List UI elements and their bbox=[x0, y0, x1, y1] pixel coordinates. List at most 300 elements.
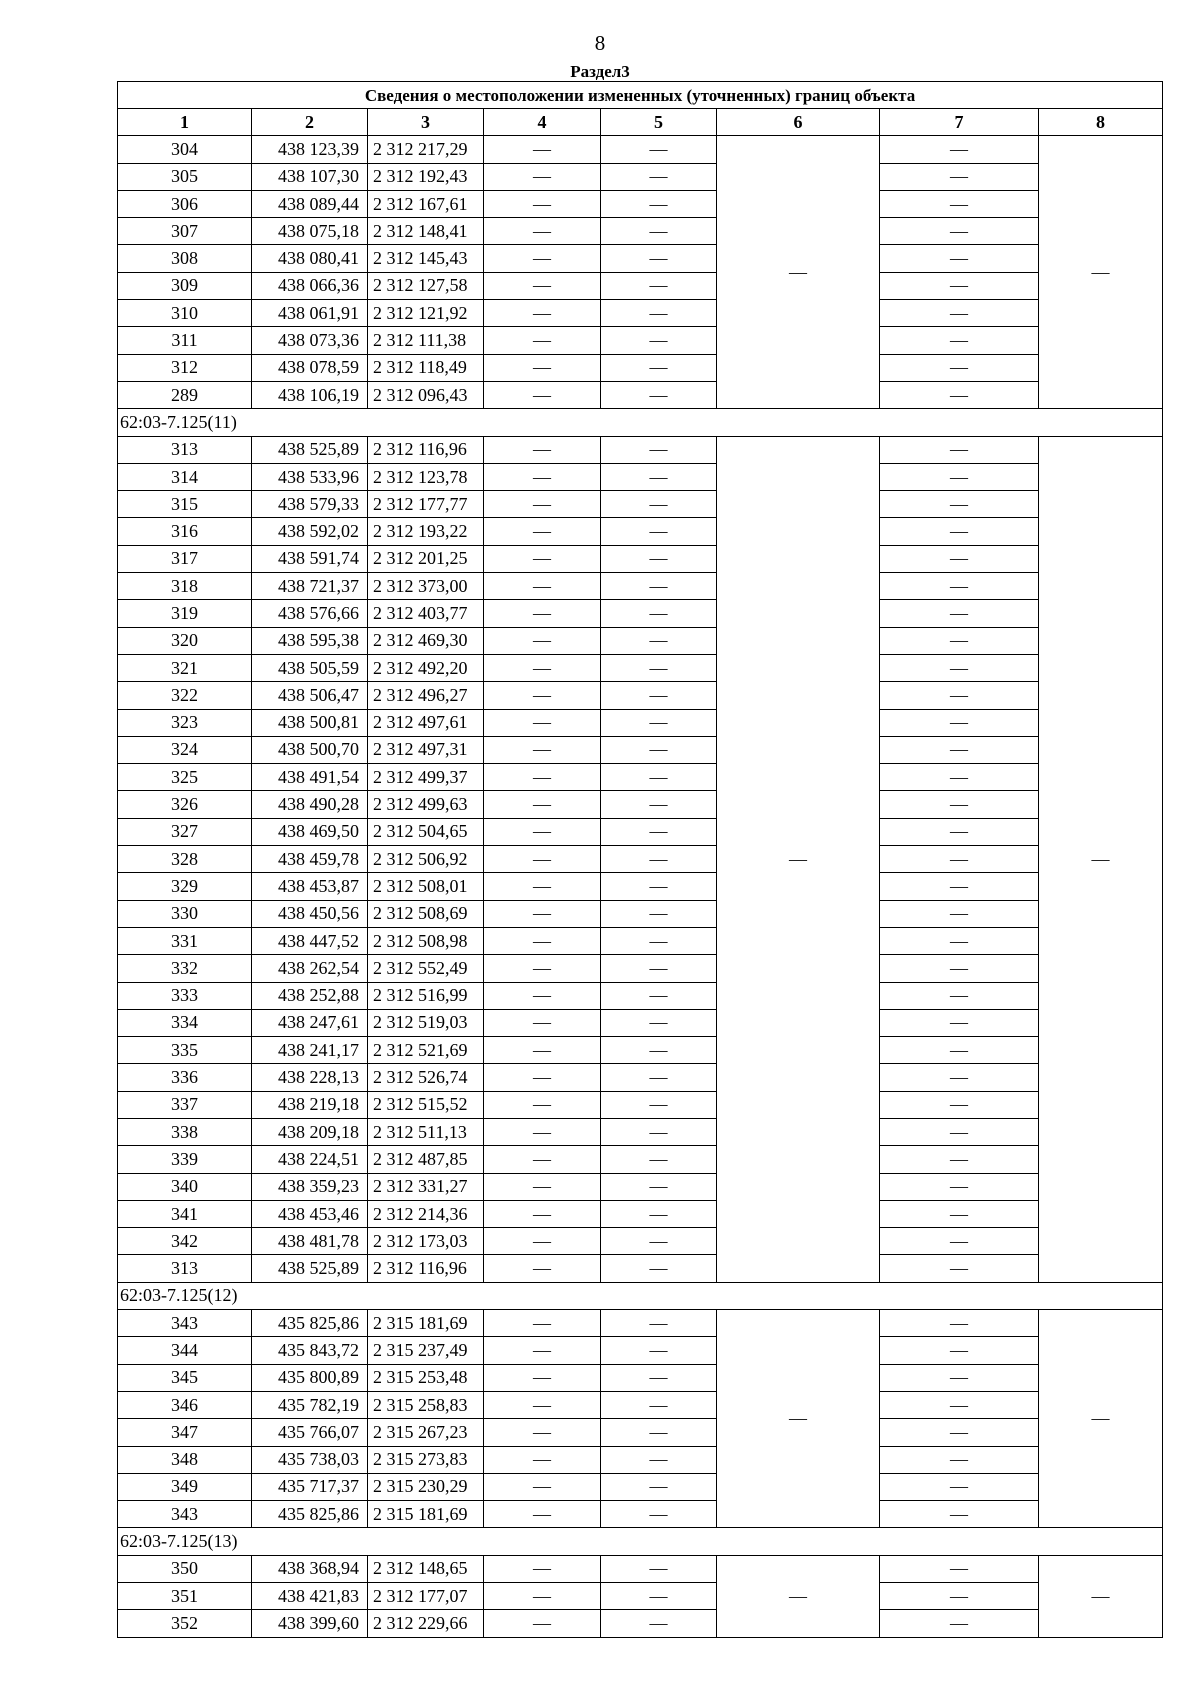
x-coordinate-cell: 438 721,37 bbox=[252, 573, 368, 600]
y-coordinate-cell: 2 312 145,43 bbox=[368, 245, 484, 272]
column-5-cell: — bbox=[601, 1118, 717, 1145]
column-7-cell: — bbox=[880, 163, 1039, 190]
table-row bbox=[118, 818, 1163, 845]
column-5-cell: — bbox=[601, 1064, 717, 1091]
column-header-5: 5 bbox=[601, 109, 717, 136]
y-coordinate-cell: 2 312 508,98 bbox=[368, 927, 484, 954]
x-coordinate-cell: 438 595,38 bbox=[252, 627, 368, 654]
column-7-cell: — bbox=[880, 955, 1039, 982]
column-7-cell: — bbox=[880, 573, 1039, 600]
table-row bbox=[118, 764, 1163, 791]
x-coordinate-cell: 438 252,88 bbox=[252, 982, 368, 1009]
column-7-cell: — bbox=[880, 709, 1039, 736]
point-number-cell: 308 bbox=[118, 245, 252, 272]
point-number-cell: 320 bbox=[118, 627, 252, 654]
table-row bbox=[118, 1037, 1163, 1064]
x-coordinate-cell: 435 766,07 bbox=[252, 1419, 368, 1446]
x-coordinate-cell: 438 224,51 bbox=[252, 1146, 368, 1173]
column-6-merged-cell: — bbox=[717, 1310, 880, 1528]
table-row bbox=[118, 1446, 1163, 1473]
column-8-merged-cell: — bbox=[1039, 136, 1163, 409]
point-number-cell: 305 bbox=[118, 163, 252, 190]
table-row bbox=[118, 1473, 1163, 1500]
x-coordinate-cell: 438 447,52 bbox=[252, 927, 368, 954]
point-number-cell: 349 bbox=[118, 1473, 252, 1500]
column-4-cell: — bbox=[484, 463, 601, 490]
column-7-cell: — bbox=[880, 736, 1039, 763]
x-coordinate-cell: 435 825,86 bbox=[252, 1310, 368, 1337]
group-label: 62:03-7.125(11) bbox=[118, 409, 1163, 436]
y-coordinate-cell: 2 312 487,85 bbox=[368, 1146, 484, 1173]
column-4-cell: — bbox=[484, 1255, 601, 1282]
column-5-cell: — bbox=[601, 463, 717, 490]
x-coordinate-cell: 438 453,87 bbox=[252, 873, 368, 900]
x-coordinate-cell: 438 469,50 bbox=[252, 818, 368, 845]
table-row bbox=[118, 982, 1163, 1009]
column-4-cell: — bbox=[484, 846, 601, 873]
column-4-cell: — bbox=[484, 245, 601, 272]
column-5-cell: — bbox=[601, 982, 717, 1009]
column-4-cell: — bbox=[484, 1310, 601, 1337]
x-coordinate-cell: 435 800,89 bbox=[252, 1364, 368, 1391]
x-coordinate-cell: 438 506,47 bbox=[252, 682, 368, 709]
column-4-cell: — bbox=[484, 1037, 601, 1064]
x-coordinate-cell: 438 453,46 bbox=[252, 1200, 368, 1227]
column-5-cell: — bbox=[601, 272, 717, 299]
column-4-cell: — bbox=[484, 900, 601, 927]
column-4-cell: — bbox=[484, 1091, 601, 1118]
column-4-cell: — bbox=[484, 1200, 601, 1227]
column-7-cell: — bbox=[880, 354, 1039, 381]
column-4-cell: — bbox=[484, 627, 601, 654]
column-7-cell: — bbox=[880, 764, 1039, 791]
column-4-cell: — bbox=[484, 190, 601, 217]
x-coordinate-cell: 438 241,17 bbox=[252, 1037, 368, 1064]
table-row bbox=[118, 1610, 1163, 1637]
table-row bbox=[118, 518, 1163, 545]
y-coordinate-cell: 2 312 167,61 bbox=[368, 190, 484, 217]
y-coordinate-cell: 2 312 229,66 bbox=[368, 1610, 484, 1637]
y-coordinate-cell: 2 315 258,83 bbox=[368, 1391, 484, 1418]
y-coordinate-cell: 2 312 469,30 bbox=[368, 627, 484, 654]
column-7-cell: — bbox=[880, 1473, 1039, 1500]
x-coordinate-cell: 438 421,83 bbox=[252, 1583, 368, 1610]
y-coordinate-cell: 2 312 173,03 bbox=[368, 1228, 484, 1255]
y-coordinate-cell: 2 312 217,29 bbox=[368, 136, 484, 163]
column-7-cell: — bbox=[880, 218, 1039, 245]
column-5-cell: — bbox=[601, 436, 717, 463]
y-coordinate-cell: 2 312 193,22 bbox=[368, 518, 484, 545]
table-row bbox=[118, 927, 1163, 954]
column-5-cell: — bbox=[601, 1200, 717, 1227]
column-4-cell: — bbox=[484, 1173, 601, 1200]
point-number-cell: 335 bbox=[118, 1037, 252, 1064]
x-coordinate-cell: 438 078,59 bbox=[252, 354, 368, 381]
point-number-cell: 307 bbox=[118, 218, 252, 245]
column-5-cell: — bbox=[601, 354, 717, 381]
point-number-cell: 327 bbox=[118, 818, 252, 845]
y-coordinate-cell: 2 312 497,61 bbox=[368, 709, 484, 736]
table-row bbox=[118, 1583, 1163, 1610]
point-number-cell: 328 bbox=[118, 846, 252, 873]
x-coordinate-cell: 438 399,60 bbox=[252, 1610, 368, 1637]
column-8-merged-cell: — bbox=[1039, 1555, 1163, 1637]
column-4-cell: — bbox=[484, 354, 601, 381]
column-7-cell: — bbox=[880, 873, 1039, 900]
column-5-cell: — bbox=[601, 1391, 717, 1418]
column-4-cell: — bbox=[484, 1009, 601, 1036]
column-5-cell: — bbox=[601, 791, 717, 818]
column-7-cell: — bbox=[880, 1009, 1039, 1036]
table-row bbox=[118, 190, 1163, 217]
column-7-cell: — bbox=[880, 136, 1039, 163]
table-header-row bbox=[118, 109, 1163, 136]
table-row bbox=[118, 327, 1163, 354]
table-row bbox=[118, 1146, 1163, 1173]
table-row bbox=[118, 1337, 1163, 1364]
table-row bbox=[118, 245, 1163, 272]
column-7-cell: — bbox=[880, 846, 1039, 873]
column-7-cell: — bbox=[880, 327, 1039, 354]
column-7-cell: — bbox=[880, 1037, 1039, 1064]
column-4-cell: — bbox=[484, 736, 601, 763]
column-7-cell: — bbox=[880, 1446, 1039, 1473]
point-number-cell: 289 bbox=[118, 381, 252, 408]
point-number-cell: 330 bbox=[118, 900, 252, 927]
column-4-cell: — bbox=[484, 381, 601, 408]
y-coordinate-cell: 2 312 516,99 bbox=[368, 982, 484, 1009]
table-row bbox=[118, 736, 1163, 763]
x-coordinate-cell: 438 080,41 bbox=[252, 245, 368, 272]
point-number-cell: 343 bbox=[118, 1501, 252, 1528]
y-coordinate-cell: 2 312 214,36 bbox=[368, 1200, 484, 1227]
x-coordinate-cell: 438 107,30 bbox=[252, 163, 368, 190]
table-row bbox=[118, 136, 1163, 163]
point-number-cell: 317 bbox=[118, 545, 252, 572]
x-coordinate-cell: 435 738,03 bbox=[252, 1446, 368, 1473]
column-4-cell: — bbox=[484, 1337, 601, 1364]
table-row bbox=[118, 1255, 1163, 1282]
column-header-4: 4 bbox=[484, 109, 601, 136]
x-coordinate-cell: 438 490,28 bbox=[252, 791, 368, 818]
column-5-cell: — bbox=[601, 1446, 717, 1473]
x-coordinate-cell: 438 533,96 bbox=[252, 463, 368, 490]
y-coordinate-cell: 2 312 497,31 bbox=[368, 736, 484, 763]
column-7-cell: — bbox=[880, 654, 1039, 681]
y-coordinate-cell: 2 315 181,69 bbox=[368, 1501, 484, 1528]
x-coordinate-cell: 438 450,56 bbox=[252, 900, 368, 927]
point-number-cell: 318 bbox=[118, 573, 252, 600]
column-7-cell: — bbox=[880, 1337, 1039, 1364]
column-4-cell: — bbox=[484, 955, 601, 982]
table-row bbox=[118, 627, 1163, 654]
column-5-cell: — bbox=[601, 218, 717, 245]
x-coordinate-cell: 438 576,66 bbox=[252, 600, 368, 627]
point-number-cell: 348 bbox=[118, 1446, 252, 1473]
column-7-cell: — bbox=[880, 600, 1039, 627]
table-row bbox=[118, 272, 1163, 299]
column-5-cell: — bbox=[601, 955, 717, 982]
point-number-cell: 344 bbox=[118, 1337, 252, 1364]
column-4-cell: — bbox=[484, 1446, 601, 1473]
y-coordinate-cell: 2 312 496,27 bbox=[368, 682, 484, 709]
column-5-cell: — bbox=[601, 573, 717, 600]
y-coordinate-cell: 2 312 331,27 bbox=[368, 1173, 484, 1200]
table-row bbox=[118, 491, 1163, 518]
y-coordinate-cell: 2 312 192,43 bbox=[368, 163, 484, 190]
table-row bbox=[118, 1009, 1163, 1036]
column-7-cell: — bbox=[880, 491, 1039, 518]
column-8-merged-cell: — bbox=[1039, 1310, 1163, 1528]
x-coordinate-cell: 438 219,18 bbox=[252, 1091, 368, 1118]
column-header-8: 8 bbox=[1039, 109, 1163, 136]
table-row bbox=[118, 955, 1163, 982]
column-4-cell: — bbox=[484, 1118, 601, 1145]
column-header-6: 6 bbox=[717, 109, 880, 136]
point-number-cell: 334 bbox=[118, 1009, 252, 1036]
column-4-cell: — bbox=[484, 654, 601, 681]
x-coordinate-cell: 438 247,61 bbox=[252, 1009, 368, 1036]
y-coordinate-cell: 2 312 508,01 bbox=[368, 873, 484, 900]
column-4-cell: — bbox=[484, 1473, 601, 1500]
column-4-cell: — bbox=[484, 518, 601, 545]
column-4-cell: — bbox=[484, 300, 601, 327]
column-7-cell: — bbox=[880, 1310, 1039, 1337]
x-coordinate-cell: 438 525,89 bbox=[252, 1255, 368, 1282]
column-4-cell: — bbox=[484, 1228, 601, 1255]
table-row bbox=[118, 573, 1163, 600]
y-coordinate-cell: 2 312 118,49 bbox=[368, 354, 484, 381]
column-7-cell: — bbox=[880, 1200, 1039, 1227]
column-header-1: 1 bbox=[118, 109, 252, 136]
table-row bbox=[118, 1555, 1163, 1582]
y-coordinate-cell: 2 312 552,49 bbox=[368, 955, 484, 982]
column-4-cell: — bbox=[484, 1146, 601, 1173]
point-number-cell: 352 bbox=[118, 1610, 252, 1637]
group-label: 62:03-7.125(12) bbox=[118, 1282, 1163, 1309]
x-coordinate-cell: 438 491,54 bbox=[252, 764, 368, 791]
point-number-cell: 311 bbox=[118, 327, 252, 354]
table-caption: Сведения о местоположении измененных (уточненных) границ объекта bbox=[118, 82, 1163, 109]
column-4-cell: — bbox=[484, 272, 601, 299]
table-row bbox=[118, 463, 1163, 490]
table-row bbox=[118, 1501, 1163, 1528]
column-4-cell: — bbox=[484, 218, 601, 245]
x-coordinate-cell: 435 782,19 bbox=[252, 1391, 368, 1418]
point-number-cell: 315 bbox=[118, 491, 252, 518]
x-coordinate-cell: 438 209,18 bbox=[252, 1118, 368, 1145]
column-7-cell: — bbox=[880, 190, 1039, 217]
point-number-cell: 340 bbox=[118, 1173, 252, 1200]
y-coordinate-cell: 2 312 096,43 bbox=[368, 381, 484, 408]
column-5-cell: — bbox=[601, 736, 717, 763]
column-5-cell: — bbox=[601, 627, 717, 654]
column-4-cell: — bbox=[484, 1064, 601, 1091]
column-5-cell: — bbox=[601, 1419, 717, 1446]
column-7-cell: — bbox=[880, 1391, 1039, 1418]
group-header-row bbox=[118, 1282, 1163, 1309]
y-coordinate-cell: 2 315 267,23 bbox=[368, 1419, 484, 1446]
point-number-cell: 338 bbox=[118, 1118, 252, 1145]
column-4-cell: — bbox=[484, 1364, 601, 1391]
y-coordinate-cell: 2 312 506,92 bbox=[368, 846, 484, 873]
y-coordinate-cell: 2 312 148,41 bbox=[368, 218, 484, 245]
column-4-cell: — bbox=[484, 1501, 601, 1528]
x-coordinate-cell: 435 843,72 bbox=[252, 1337, 368, 1364]
column-4-cell: — bbox=[484, 1419, 601, 1446]
column-7-cell: — bbox=[880, 1146, 1039, 1173]
column-7-cell: — bbox=[880, 381, 1039, 408]
x-coordinate-cell: 438 106,19 bbox=[252, 381, 368, 408]
column-7-cell: — bbox=[880, 1610, 1039, 1637]
y-coordinate-cell: 2 312 127,58 bbox=[368, 272, 484, 299]
y-coordinate-cell: 2 312 492,20 bbox=[368, 654, 484, 681]
point-number-cell: 337 bbox=[118, 1091, 252, 1118]
x-coordinate-cell: 438 481,78 bbox=[252, 1228, 368, 1255]
column-5-cell: — bbox=[601, 1310, 717, 1337]
column-5-cell: — bbox=[601, 1255, 717, 1282]
column-6-merged-cell: — bbox=[717, 136, 880, 409]
x-coordinate-cell: 438 525,89 bbox=[252, 436, 368, 463]
column-5-cell: — bbox=[601, 818, 717, 845]
table-row bbox=[118, 846, 1163, 873]
point-number-cell: 346 bbox=[118, 1391, 252, 1418]
point-number-cell: 336 bbox=[118, 1064, 252, 1091]
column-5-cell: — bbox=[601, 654, 717, 681]
table-row bbox=[118, 436, 1163, 463]
table-row bbox=[118, 218, 1163, 245]
table-row bbox=[118, 300, 1163, 327]
x-coordinate-cell: 438 228,13 bbox=[252, 1064, 368, 1091]
point-number-cell: 312 bbox=[118, 354, 252, 381]
table-caption-row bbox=[118, 82, 1163, 109]
column-5-cell: — bbox=[601, 1473, 717, 1500]
x-coordinate-cell: 438 066,36 bbox=[252, 272, 368, 299]
column-5-cell: — bbox=[601, 136, 717, 163]
table-row bbox=[118, 791, 1163, 818]
column-7-cell: — bbox=[880, 1173, 1039, 1200]
column-4-cell: — bbox=[484, 1391, 601, 1418]
y-coordinate-cell: 2 312 403,77 bbox=[368, 600, 484, 627]
column-5-cell: — bbox=[601, 846, 717, 873]
x-coordinate-cell: 438 368,94 bbox=[252, 1555, 368, 1582]
table-row bbox=[118, 900, 1163, 927]
column-5-cell: — bbox=[601, 1583, 717, 1610]
column-4-cell: — bbox=[484, 136, 601, 163]
column-7-cell: — bbox=[880, 1064, 1039, 1091]
column-5-cell: — bbox=[601, 873, 717, 900]
x-coordinate-cell: 438 089,44 bbox=[252, 190, 368, 217]
point-number-cell: 306 bbox=[118, 190, 252, 217]
column-5-cell: — bbox=[601, 1364, 717, 1391]
x-coordinate-cell: 438 123,39 bbox=[252, 136, 368, 163]
group-header-row bbox=[118, 409, 1163, 436]
column-header-3: 3 bbox=[368, 109, 484, 136]
column-5-cell: — bbox=[601, 1337, 717, 1364]
x-coordinate-cell: 438 459,78 bbox=[252, 846, 368, 873]
y-coordinate-cell: 2 312 111,38 bbox=[368, 327, 484, 354]
point-number-cell: 319 bbox=[118, 600, 252, 627]
x-coordinate-cell: 438 262,54 bbox=[252, 955, 368, 982]
x-coordinate-cell: 438 073,36 bbox=[252, 327, 368, 354]
table-row bbox=[118, 1091, 1163, 1118]
point-number-cell: 321 bbox=[118, 654, 252, 681]
y-coordinate-cell: 2 312 504,65 bbox=[368, 818, 484, 845]
point-number-cell: 342 bbox=[118, 1228, 252, 1255]
y-coordinate-cell: 2 312 373,00 bbox=[368, 573, 484, 600]
column-8-merged-cell: — bbox=[1039, 436, 1163, 1282]
y-coordinate-cell: 2 312 148,65 bbox=[368, 1555, 484, 1582]
column-7-cell: — bbox=[880, 927, 1039, 954]
group-label: 62:03-7.125(13) bbox=[118, 1528, 1163, 1555]
table-row bbox=[118, 163, 1163, 190]
table-row bbox=[118, 381, 1163, 408]
x-coordinate-cell: 438 591,74 bbox=[252, 545, 368, 572]
column-4-cell: — bbox=[484, 573, 601, 600]
column-4-cell: — bbox=[484, 818, 601, 845]
y-coordinate-cell: 2 312 521,69 bbox=[368, 1037, 484, 1064]
coordinates-table bbox=[117, 81, 1163, 1638]
column-5-cell: — bbox=[601, 491, 717, 518]
column-7-cell: — bbox=[880, 245, 1039, 272]
column-5-cell: — bbox=[601, 682, 717, 709]
column-6-merged-cell: — bbox=[717, 1555, 880, 1637]
point-number-cell: 341 bbox=[118, 1200, 252, 1227]
y-coordinate-cell: 2 312 499,63 bbox=[368, 791, 484, 818]
table-row bbox=[118, 1064, 1163, 1091]
column-7-cell: — bbox=[880, 1118, 1039, 1145]
x-coordinate-cell: 438 075,18 bbox=[252, 218, 368, 245]
y-coordinate-cell: 2 315 273,83 bbox=[368, 1446, 484, 1473]
column-4-cell: — bbox=[484, 873, 601, 900]
y-coordinate-cell: 2 312 116,96 bbox=[368, 436, 484, 463]
point-number-cell: 345 bbox=[118, 1364, 252, 1391]
column-7-cell: — bbox=[880, 682, 1039, 709]
column-4-cell: — bbox=[484, 791, 601, 818]
column-7-cell: — bbox=[880, 900, 1039, 927]
point-number-cell: 325 bbox=[118, 764, 252, 791]
column-7-cell: — bbox=[880, 300, 1039, 327]
table-row bbox=[118, 1391, 1163, 1418]
column-7-cell: — bbox=[880, 463, 1039, 490]
column-4-cell: — bbox=[484, 327, 601, 354]
column-5-cell: — bbox=[601, 1173, 717, 1200]
y-coordinate-cell: 2 312 201,25 bbox=[368, 545, 484, 572]
x-coordinate-cell: 438 505,59 bbox=[252, 654, 368, 681]
point-number-cell: 323 bbox=[118, 709, 252, 736]
point-number-cell: 322 bbox=[118, 682, 252, 709]
table-row bbox=[118, 1310, 1163, 1337]
column-4-cell: — bbox=[484, 764, 601, 791]
y-coordinate-cell: 2 315 181,69 bbox=[368, 1310, 484, 1337]
point-number-cell: 332 bbox=[118, 955, 252, 982]
column-4-cell: — bbox=[484, 600, 601, 627]
point-number-cell: 331 bbox=[118, 927, 252, 954]
y-coordinate-cell: 2 312 121,92 bbox=[368, 300, 484, 327]
column-4-cell: — bbox=[484, 545, 601, 572]
column-5-cell: — bbox=[601, 600, 717, 627]
column-4-cell: — bbox=[484, 1583, 601, 1610]
column-7-cell: — bbox=[880, 1555, 1039, 1582]
y-coordinate-cell: 2 312 511,13 bbox=[368, 1118, 484, 1145]
column-4-cell: — bbox=[484, 491, 601, 518]
y-coordinate-cell: 2 315 237,49 bbox=[368, 1337, 484, 1364]
column-4-cell: — bbox=[484, 1555, 601, 1582]
section-title: Раздел3 bbox=[570, 62, 630, 81]
point-number-cell: 324 bbox=[118, 736, 252, 763]
y-coordinate-cell: 2 315 253,48 bbox=[368, 1364, 484, 1391]
column-7-cell: — bbox=[880, 1228, 1039, 1255]
